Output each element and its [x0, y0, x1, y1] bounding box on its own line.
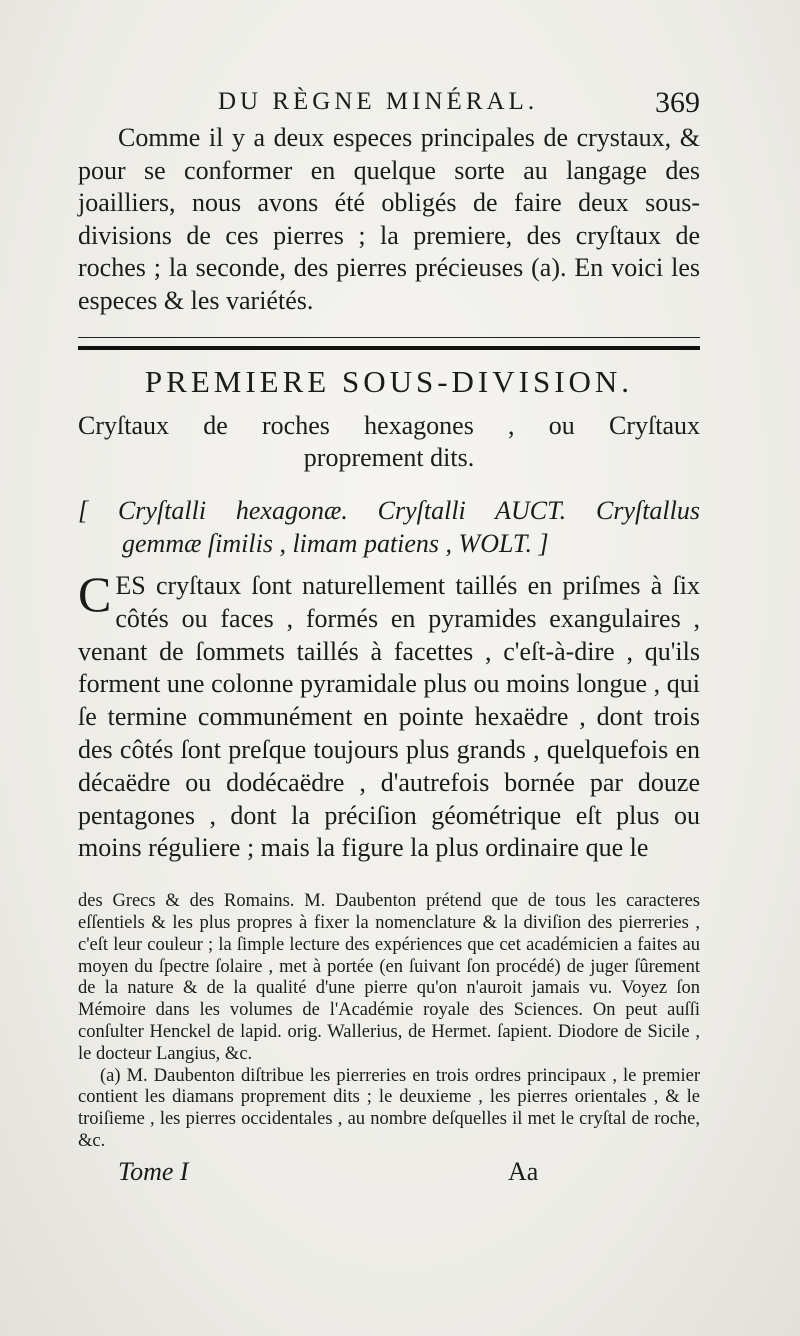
page-number: 369	[655, 86, 700, 119]
running-head: DU RÈGNE MINÉRAL.	[218, 88, 539, 115]
footnote-a: (a) M. Daubenton diſtribue les pierreries en trois ordres principaux , le premier contient les diamans proprement dits ; le deuxieme , les pierres orientales , & le troiſieme , les pierres occidentales , au nombre deſquelles il met le cryſtal de roche, &c.	[78, 1065, 700, 1151]
footnotes	[78, 891, 700, 1153]
volume-label: Tome I	[118, 1156, 189, 1186]
section-subtitle	[78, 410, 700, 474]
footnote-continued: des Grecs & des Romains. M. Daubenton prétend que de tous les caracteres eſſentiels & les plus propres à fixer la nomenclature & la diviſion des pierreries , c'eſt leur couleur ; la ſimple lecture des expériences que cet académicien a faites au moyen du ſpectre ſolaire , met à portée (en ſuivant ſon procédé) de juger ſûrement de la nature & de la qualité d'une pierre qu'on n'auroit jamais vu. Voyez ſon Mémoire dans les volumes de l'Académie royale des Sciences. On peut auſſi conſulter Henckel de lapid. orig. Wallerius, de Hermet. ſapient. Diodore de Sicile , le docteur Langius, &c.	[78, 891, 700, 1064]
page-footer	[78, 1157, 700, 1197]
body-paragraph	[78, 566, 700, 865]
body-lead-word: ES	[115, 571, 146, 600]
signature-mark: Aa	[508, 1156, 539, 1186]
section-subtitle-line-2: proprement dits.	[303, 443, 475, 472]
latin-synonyms-line-2: gemmæ ſimilis , limam patiens , WOLT. ]	[122, 529, 549, 558]
section-divider-rule	[78, 337, 700, 350]
latin-synonyms-line-1: [ Cryſtalli hexagonæ. Cryſtalli AUCT. Cryſtallus	[78, 496, 700, 525]
intro-paragraph: Comme il y a deux especes principales de crystaux, & pour se conformer en quelque sorte au langage des joailliers, nous avons été obligés de faire deux sous-divisions de ces pierres ; la premiere, des cryſtaux de roches ; la seconde, des pierres précieuses (a). En voici les especes & les variétés.	[78, 123, 700, 315]
drop-cap: C	[78, 566, 112, 622]
section-title: PREMIERE SOUS-DIVISION.	[144, 364, 634, 399]
body-text: cryſtaux ſont naturellement taillés en priſmes à ſix côtés ou faces , formés en pyramides exangulaires , venant de ſommets taillés à facettes , c'eſt-à-dire , qu'ils forment une colonne pyramidale plus ou moins longue , qui ſe termine communément en pointe hexaëdre , dont trois des côtés ſont preſque toujours plus grands , quelquefois en décaëdre ou dodécaëdre , d'autrefois bornée par douze pentagones , dont la préciſion géométrique eſt plus ou moins réguliere ; mais la figure la plus ordinaire que le	[78, 571, 700, 863]
section-subtitle-line-1: Cryſtaux de roches hexagones , ou Cryſtaux	[78, 411, 700, 440]
latin-synonyms	[78, 494, 700, 560]
page-header	[78, 78, 700, 122]
